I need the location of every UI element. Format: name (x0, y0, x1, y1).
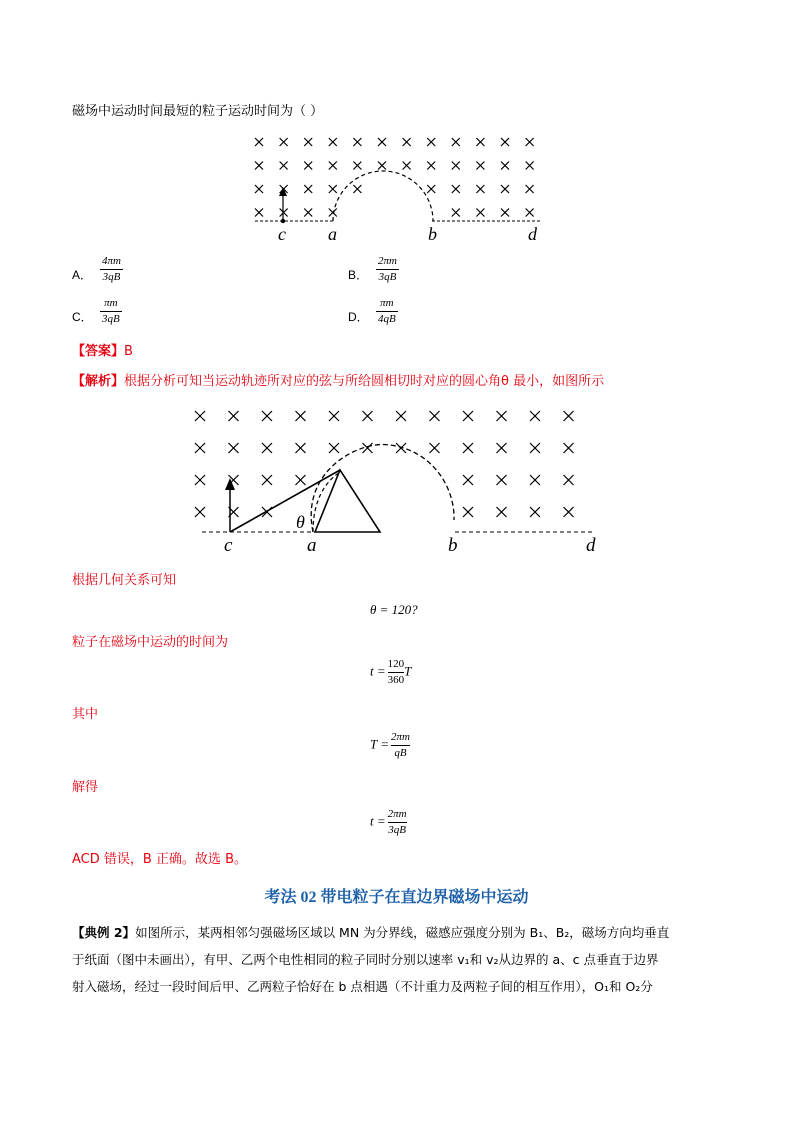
label-theta: θ (296, 512, 305, 532)
option-b-fraction (376, 255, 399, 284)
eq4-lhs: t = (370, 813, 386, 829)
label-d: d (586, 535, 596, 556)
magnetic-field-diagram-1 (250, 130, 550, 245)
label-c: c (278, 224, 286, 244)
label-a: a (307, 535, 317, 556)
option-a-den: 3qB (102, 271, 121, 283)
example-line-3: 射入磁场，经过一段时间后甲、乙两粒子恰好在 b 点相遇（不计重力及两粒子间的相互作用），O₁和 O₂分 (72, 979, 653, 994)
eq4-den: 3qB (388, 824, 406, 836)
field-crosses (255, 138, 534, 217)
question-stem: 磁场中运动时间最短的粒子运动时间为（ ） (72, 104, 324, 119)
point-c-dot (281, 219, 285, 223)
label-b: b (448, 535, 458, 556)
option-d-num: πm (380, 297, 394, 309)
analysis-line (72, 373, 604, 391)
example-paragraph (72, 919, 732, 1000)
option-c-letter: C． (72, 310, 93, 324)
answer-label: 【答案】 (72, 344, 125, 359)
option-d-fraction (376, 297, 398, 326)
analysis-text: 根据分析可知当运动轨迹所对应的弦与所给圆相切时对应的圆心角θ 最小，如图所示 (124, 374, 605, 389)
option-c-num: πm (104, 297, 118, 309)
analysis-step-2: 粒子在磁场中运动的时间为 (72, 635, 229, 650)
equation-time-ratio (370, 658, 411, 687)
example-label: 【典例 2】 (72, 925, 136, 940)
example-line-2: 于纸面（图中未画出），有甲、乙两个电性相同的粒子同时分别以速率 v₁和 v₂从边界的 a、c 点垂直于边界 (72, 952, 659, 967)
eq3-lhs: T = (370, 736, 390, 752)
analysis-step-4: 解得 (72, 780, 99, 795)
equation-result (370, 808, 407, 837)
section-title: 考法 02 带电粒子在直边界磁场中运动 (264, 889, 529, 906)
option-c-fraction (100, 297, 122, 326)
option-a-letter: A． (72, 268, 93, 282)
example-line-1: 如图所示，某两相邻匀强磁场区域以 MN 为分界线，磁感应强度分别为 B₁、B₂，磁场方向均垂直 (135, 925, 670, 940)
option-b-den: 3qB (378, 271, 397, 283)
eq2-rhs: T (404, 663, 412, 679)
analysis-label: 【解析】 (72, 374, 125, 389)
answer-value: B (124, 344, 133, 359)
equation-theta: θ = 120? (370, 602, 418, 617)
eq4-num: 2πm (387, 808, 407, 820)
analysis-step-3: 其中 (72, 707, 99, 722)
label-b: b (428, 224, 437, 244)
option-d-letter: D． (348, 310, 369, 324)
option-a-fraction (100, 255, 123, 284)
option-b-letter: B． (348, 268, 369, 282)
label-c: c (224, 535, 233, 556)
equation-period (370, 731, 410, 760)
eq2-num: 120 (387, 658, 405, 670)
option-b-num: 2πm (378, 255, 397, 267)
analysis-step-1: 根据几何关系可知 (72, 573, 177, 588)
answer-line (72, 343, 133, 361)
eq2-lhs: t = (370, 663, 386, 679)
option-d-den: 4qB (378, 313, 396, 325)
trajectory-arc (333, 171, 433, 221)
chord-line (230, 470, 340, 532)
analysis-conclusion: ACD 错误，B 正确。故选 B。 (72, 852, 247, 867)
eq2-den: 360 (387, 674, 405, 686)
magnetic-field-diagram-2 (190, 400, 610, 560)
label-a: a (328, 224, 337, 244)
label-d: d (528, 224, 537, 244)
eq3-den: qB (394, 747, 407, 759)
field-crosses (195, 411, 574, 517)
option-a-num: 4πm (102, 255, 121, 267)
option-c-den: 3qB (102, 313, 120, 325)
eq3-num: 2πm (391, 731, 410, 743)
